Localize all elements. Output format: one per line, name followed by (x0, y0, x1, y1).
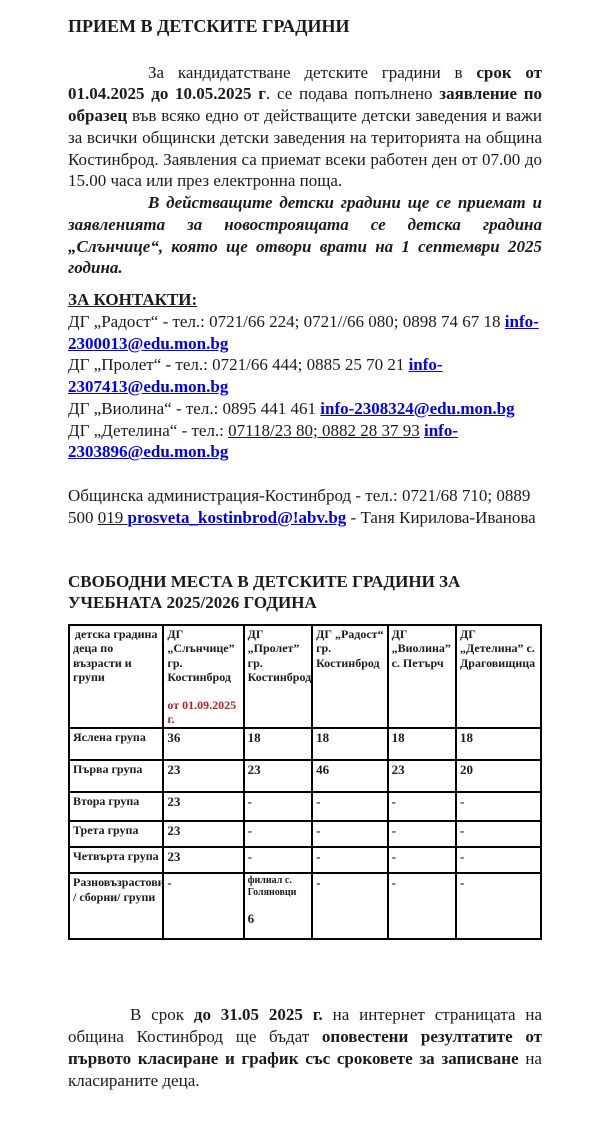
administration-paragraph (68, 485, 542, 529)
vacancy-cell: 23 (163, 821, 243, 847)
column-name: ДГ „Радост“ гр. Костинброд (316, 627, 384, 670)
branch-value: 6 (247, 911, 255, 927)
column-start-date-note: от 01.09.2025 г. (167, 697, 237, 727)
table-header-row (69, 625, 541, 728)
vacancy-cell: - (388, 821, 456, 847)
contacts-heading: ЗА КОНТАКТИ: (68, 290, 198, 310)
vacancy-cell-branch (244, 873, 312, 939)
contact-line-violina (68, 398, 542, 420)
contact-line-prolet (68, 354, 542, 398)
table-row-chetvarta (69, 847, 541, 873)
branch-note: филиал с. Голяновци (247, 875, 297, 898)
vacancy-cell: - (388, 847, 456, 873)
text-segment: заявление по образец (68, 84, 542, 126)
document-title: ПРИЕМ В ДЕТСКИТЕ ГРАДИНИ (68, 16, 350, 36)
row-label: Втора група (69, 792, 163, 821)
corner-top-label: детска градина (74, 627, 158, 642)
text-segment: срок от 01.04.2025 до 10.05.2025 г (68, 62, 542, 104)
vacancy-cell: 23 (388, 760, 456, 792)
text-segment: Общинска администрация-Костинброд - тел.: 0721/68 710; 0889 500 (68, 486, 531, 527)
text-segment: на класираните деца. (68, 1048, 542, 1090)
row-label: Четвърта група (69, 847, 163, 873)
text-segment: ДГ „Виолина“ - тел.: 0895 441 461 (68, 398, 321, 418)
row-label: Яслена група (69, 728, 163, 760)
vacancy-cell: - (244, 792, 312, 821)
text-segment: За кандидатстване детските градини в (148, 62, 477, 82)
column-name: ДГ „Слънчице” гр. Костинброд (167, 627, 235, 685)
text-segment: във всяко едно от действащите детски заведения и важи за всички общински детски заведения на територията на община Костинброд. Заявления са приемат всеки работен ден от 07.00 до 15.00 часа или през електронна поща. (68, 106, 542, 191)
vacancies-table (68, 624, 542, 940)
contact-line-radost (68, 311, 542, 355)
table-column-header-radost (312, 625, 388, 728)
intro-paragraph (68, 62, 542, 193)
text-segment: ДГ „Пролет“ - тел.: 0721/66 444; 0885 25 70 21 (68, 355, 409, 375)
email-link[interactable]: info-2303896@edu.mon.bg (68, 420, 458, 462)
vacancy-cell: 23 (163, 760, 243, 792)
table-column-header-slanchice (163, 625, 243, 728)
vacancy-cell: - (456, 847, 541, 873)
text-segment: оповестени резултатите от първото класиране и график със сроковете за записване (68, 1027, 542, 1068)
vacancy-cell: - (388, 792, 456, 821)
closing-paragraph (68, 1004, 542, 1091)
vacancy-cell: - (312, 792, 388, 821)
table-row-raznovazrastovi (69, 873, 541, 939)
row-label: Трета група (69, 821, 163, 847)
vacancy-cell: - (312, 847, 388, 873)
vacancy-cell: 46 (312, 760, 388, 792)
table-corner-header (69, 625, 163, 728)
email-link[interactable]: info-2300013@edu.mon.bg (68, 311, 539, 353)
row-label: Първа група (69, 760, 163, 792)
text-segment: ДГ „Радост“ - тел.: 0721/66 224; 0721//66 080; 0898 74 67 18 (68, 311, 505, 331)
vacancy-cell: 23 (163, 847, 243, 873)
vacancies-heading: СВОБОДНИ МЕСТА В ДЕТСКИТЕ ГРАДИНИ ЗА УЧЕБНАТА 2025/2026 ГОДИНА (68, 571, 461, 613)
text-segment: на интернет страницата на община Костинброд ще бъдат (68, 1005, 542, 1047)
text-segment: . се подава попълнено (265, 84, 440, 104)
vacancy-cell: - (456, 792, 541, 821)
email-link[interactable]: info-2308324@edu.mon.bg (320, 398, 515, 418)
vacancy-cell: - (163, 873, 243, 939)
vacancy-cell: - (312, 821, 388, 847)
table-row-parva (69, 760, 541, 792)
table-column-header-detelina (456, 625, 541, 728)
table-row-vtora (69, 792, 541, 821)
corner-bottom-label: деца по възрасти и групи (73, 641, 132, 685)
table-column-header-violina (388, 625, 456, 728)
text-segment: - Таня Кирилова-Иванова (346, 507, 536, 527)
email-link[interactable]: info-2307413@edu.mon.bg (68, 355, 443, 397)
vacancy-cell: - (456, 821, 541, 847)
vacancy-cell: 23 (163, 792, 243, 821)
vacancy-cell: 18 (244, 728, 312, 760)
text-segment: 019 (97, 507, 128, 527)
vacancy-cell: 36 (163, 728, 243, 760)
vacancy-cell: - (388, 873, 456, 939)
column-name: ДГ „Детелина” с. Драговищица (460, 627, 536, 670)
vacancy-cell: 18 (456, 728, 541, 760)
row-label: Разновъзрастови / сборни/ групи (69, 873, 163, 939)
vacancy-cell: 18 (388, 728, 456, 760)
table-row-yaslena (69, 728, 541, 760)
text-segment: ДГ „Детелина“ - тел.: (68, 420, 229, 440)
text-segment: В срок (130, 1005, 194, 1025)
vacancy-cell: - (244, 821, 312, 847)
text-segment: до 31.05 2025 г. (193, 1005, 323, 1025)
vacancy-cell: 23 (244, 760, 312, 792)
table-column-header-prolet (244, 625, 312, 728)
notice-paragraph: В действащите детски градини ще се приемат и заявленията за новостроящата се детска градина „Слънчице“, която ще отвори врати на 1 септември 2025 година. (68, 193, 542, 278)
column-name: ДГ „Виолина” с. Петърч (391, 627, 451, 670)
vacancy-cell: - (456, 873, 541, 939)
table-row-treta (69, 821, 541, 847)
column-name: ДГ „Пролет” гр. Костинброд (247, 627, 312, 685)
vacancy-cell: 20 (456, 760, 541, 792)
email-link[interactable]: prosveta_kostinbrod@!abv.bg (127, 507, 347, 527)
vacancy-cell: - (244, 847, 312, 873)
contact-line-detelina (68, 420, 542, 464)
text-segment: 07118/23 80; 0882 28 37 93 (228, 420, 420, 440)
vacancy-cell: 18 (312, 728, 388, 760)
vacancy-cell: - (312, 873, 388, 939)
